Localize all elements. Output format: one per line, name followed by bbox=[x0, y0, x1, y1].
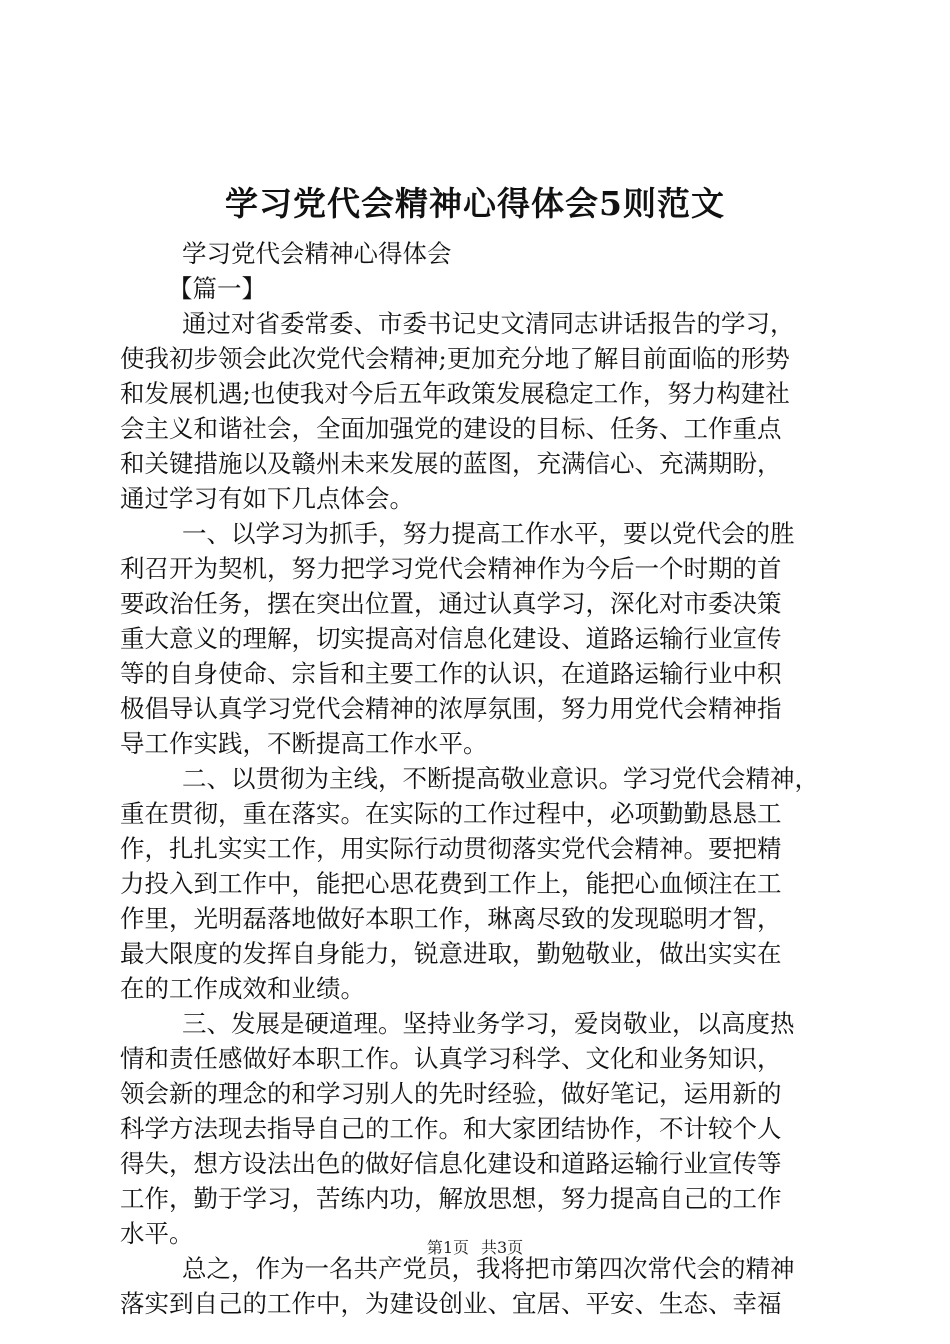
paragraph-line: 得失，想方设法出色的做好信息化建设和道路运输行业宣传等 bbox=[120, 1149, 782, 1178]
paragraph-line: 最大限度的发挥自身能力，锐意进取，勤勉敬业，做出实实在 bbox=[120, 939, 782, 968]
document-body bbox=[120, 236, 838, 1321]
document-title: 学习党代会精神心得体会5则范文 bbox=[225, 184, 725, 223]
paragraph-line: 科学方法现去指导自己的工作。和大家团结协作，不计较个人 bbox=[120, 1114, 782, 1143]
paragraph-line: 和发展机遇;也使我对今后五年政策发展稳定工作，努力构建社 bbox=[120, 379, 790, 408]
paragraph-line: 通过对省委常委、市委书记史文清同志讲话报告的学习， bbox=[182, 309, 795, 338]
section-label: 【篇一】 bbox=[168, 274, 266, 303]
page-footer bbox=[0, 1238, 950, 1258]
paragraph-line: 导工作实践，不断提高工作水平。 bbox=[120, 729, 488, 758]
paragraph-line: 落实到自己的工作中，为建设创业、宜居、平安、生态、幸福 bbox=[120, 1289, 782, 1318]
document-subtitle: 学习党代会精神心得体会 bbox=[182, 239, 452, 268]
paragraph-line: 工作，勤于学习，苦练内功，解放思想，努力提高自己的工作 bbox=[120, 1184, 782, 1213]
paragraph-line: 和关键措施以及赣州未来发展的蓝图，充满信心、充满期盼， bbox=[120, 449, 782, 478]
paragraph-line: 等的自身使命、宗旨和主要工作的认识，在道路运输行业中积 bbox=[120, 659, 782, 688]
paragraph-line: 重在贯彻，重在落实。在实际的工作过程中，必项勤勤恳恳工 bbox=[120, 799, 782, 828]
paragraph-line: 一、以学习为抓手，努力提高工作水平，要以党代会的胜 bbox=[182, 519, 795, 548]
paragraph-line: 二、以贯彻为主线，不断提高敬业意识。学习党代会精神， bbox=[182, 764, 819, 793]
paragraph-line: 极倡导认真学习党代会精神的浓厚氛围，努力用党代会精神指 bbox=[120, 694, 782, 723]
paragraph-line: 情和责任感做好本职工作。认真学习科学、文化和业务知识， bbox=[120, 1044, 782, 1073]
paragraph-line: 作里，光明磊落地做好本职工作，琳离尽致的发现聪明才智， bbox=[120, 904, 782, 933]
paragraph-line: 使我初步领会此次党代会精神;更加充分地了解目前面临的形势 bbox=[120, 344, 790, 373]
page-number: 第1页 bbox=[426, 1238, 469, 1257]
paragraph-line: 作，扎扎实实工作，用实际行动贯彻落实党代会精神。要把精 bbox=[120, 834, 782, 863]
paragraph-line: 三、发展是硬道理。坚持业务学习，爱岗敬业，以高度热 bbox=[182, 1009, 795, 1038]
paragraph-line: 力投入到工作中，能把心思花费到工作上，能把心血倾注在工 bbox=[120, 869, 782, 898]
paragraph-line: 会主义和谐社会，全面加强党的建设的目标、任务、工作重点 bbox=[120, 414, 782, 443]
paragraph-line: 要政治任务，摆在突出位置，通过认真学习，深化对市委决策 bbox=[120, 589, 782, 618]
paragraph-line: 水平。 bbox=[120, 1219, 194, 1248]
paragraph-line: 领会新的理念的和学习别人的先时经验，做好笔记，运用新的 bbox=[120, 1079, 782, 1108]
paragraph-line: 通过学习有如下几点体会。 bbox=[120, 484, 414, 513]
page-total: 共3页 bbox=[481, 1238, 524, 1257]
paragraph-line: 利召开为契机，努力把学习党代会精神作为今后一个时期的首 bbox=[120, 554, 782, 583]
paragraph-line: 在的工作成效和业绩。 bbox=[120, 974, 365, 1003]
paragraph-line: 重大意义的理解，切实提高对信息化建设、道路运输行业宣传 bbox=[120, 624, 782, 653]
paragraph-line: 总之，作为一名共产党员，我将把市第四次常代会的精神 bbox=[182, 1254, 795, 1283]
